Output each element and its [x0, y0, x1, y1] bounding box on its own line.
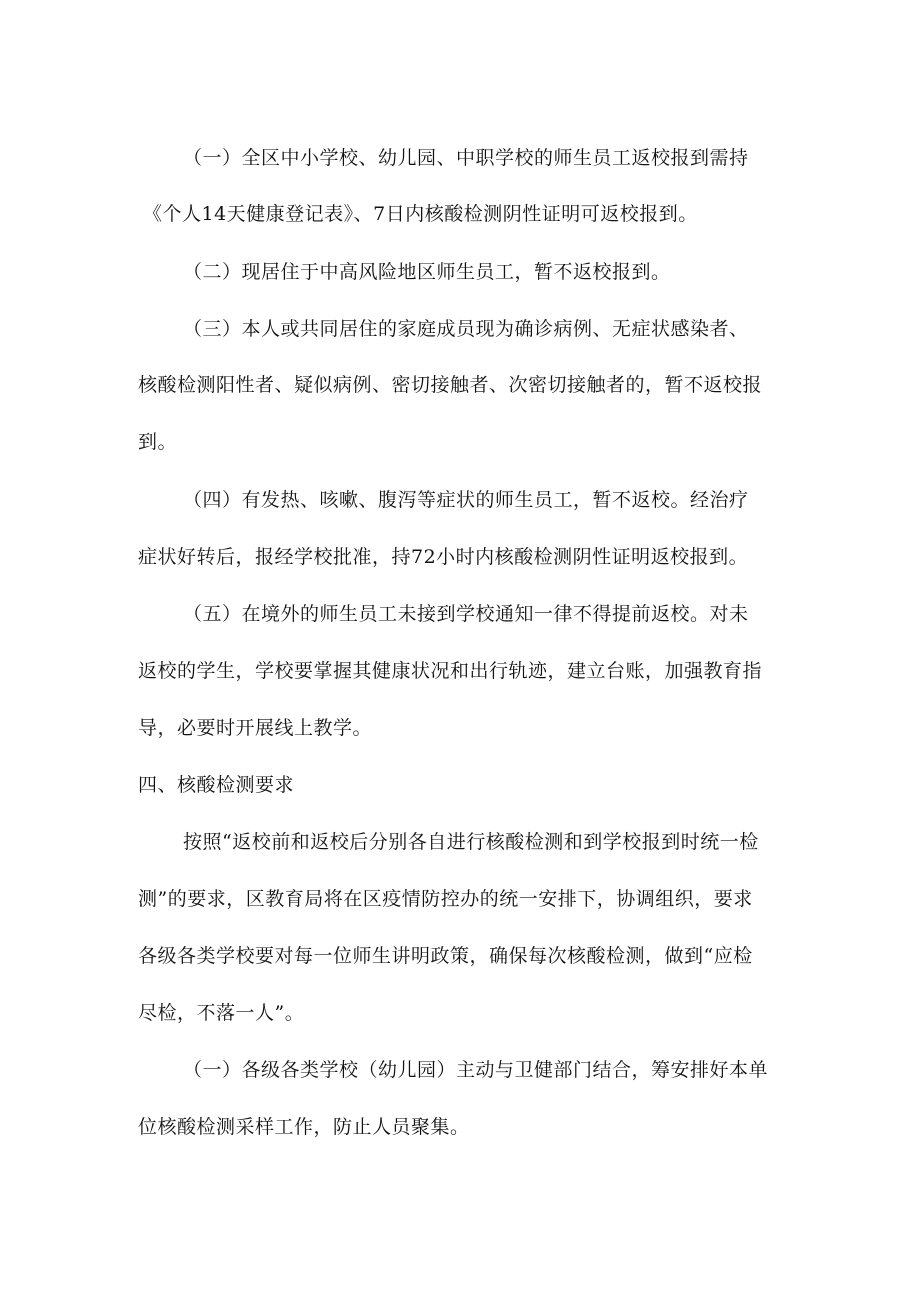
text-line-16: 尽检，不落一人”。 [138, 1002, 305, 1024]
text-line-4: （三）本人或共同居住的家庭成员现为确诊病例、无症状感染者、 [183, 318, 749, 340]
text-line-7: （四）有发热、咳嗽、腹泻等症状的师生员工，暂不返校。经治疗 [183, 489, 749, 511]
text-line-10: 返校的学生，学校要掌握其健康状况和出行轨迹，建立台账，加强教育指 [138, 660, 763, 682]
text-line-9: （五）在境外的师生员工未接到学校通知一律不得提前返校。对未 [183, 603, 749, 625]
text-line-3: （二）现居住于中高风险地区师生员工，暂不返校报到。 [183, 261, 671, 283]
text-line-1: （一）全区中小学校、幼儿园、中职学校的师生员工返校报到需持 [183, 147, 749, 169]
text-line-18: 位核酸检测采样工作，防止人员聚集。 [138, 1116, 470, 1138]
text-line-5: 核酸检测阳性者、疑似病例、密切接触者、次密切接触者的，暂不返校报 [138, 374, 763, 396]
text-line-17: （一）各级各类学校（幼儿园）主动与卫健部门结合，筹安排好本单 [183, 1059, 769, 1081]
text-line-15: 各级各类学校要对每一位师生讲明政策，确保每次核酸检测，做到“应检 [138, 945, 753, 967]
text-line-13: 按照“返校前和返校后分别各自进行核酸检测和到学校报到时统一检 [183, 831, 759, 853]
text-line-8: 症状好转后，报经学校批准，持72小时内核酸检测阴性证明返校报到。 [138, 546, 749, 568]
text-line-14: 测”的要求，区教育局将在区疫情防控办的统一安排下，协调组织，要求 [138, 888, 753, 910]
text-line-2: 《个人14天健康登记表》、7日内核酸检测阴性证明可返校报到。 [143, 203, 698, 225]
text-line-6: 到。 [138, 431, 178, 453]
section-heading: 四、核酸检测要求 [138, 774, 295, 796]
text-line-11: 导，必要时开展线上教学。 [138, 717, 373, 739]
